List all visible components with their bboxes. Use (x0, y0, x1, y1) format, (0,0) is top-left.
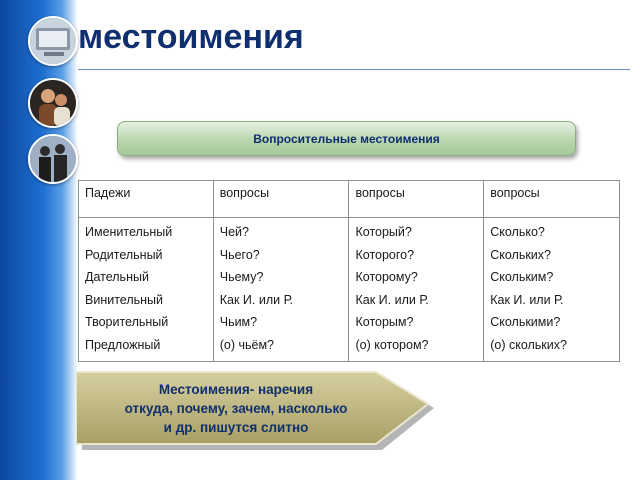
note-line-1: Местоимения- наречия (158, 382, 314, 397)
case-nominative: Именительный (85, 225, 173, 239)
list-item: Как И. или Р. (355, 292, 429, 307)
pronoun-case-table (78, 180, 620, 362)
table-row (79, 218, 620, 362)
list-item: Чей? (219, 225, 249, 239)
title-divider (78, 69, 630, 70)
list-item: Чьему? (219, 270, 264, 284)
list-item: Скольких? (490, 247, 551, 262)
subtitle-text: Вопросительные местоимения (253, 131, 440, 146)
list-item: (о) котором? (355, 337, 429, 352)
list-item: Скольким? (490, 270, 554, 284)
header-questions-2: вопросы (349, 181, 484, 218)
list-item: (о) скольких? (490, 337, 567, 352)
note-text (76, 380, 396, 437)
list-item: Которым? (355, 315, 414, 329)
cases-column (79, 218, 214, 362)
case-accusative: Винительный (85, 292, 164, 307)
left-decorative-stripe (0, 0, 78, 480)
list-item: Как И. или Р. (219, 292, 294, 307)
header-questions-3: вопросы (484, 181, 620, 218)
case-prepositional: Предложный (85, 337, 161, 352)
list-item: (о) чьём? (219, 337, 275, 352)
list-item: Сколько? (490, 225, 545, 239)
photo-people-icon (28, 78, 78, 128)
case-dative: Дательный (85, 270, 149, 284)
slide-title: местоимения (78, 18, 304, 56)
list-item: Чьего? (219, 247, 260, 262)
note-line-2: откуда, почему, зачем, насколько (124, 401, 348, 416)
header-questions-1: вопросы (213, 181, 349, 218)
subtitle-banner (117, 121, 576, 156)
list-item: Которого? (355, 247, 415, 262)
list-item: Чьим? (219, 315, 258, 329)
list-item: Который? (355, 225, 412, 239)
note-arrow-callout (76, 368, 446, 458)
case-genitive: Родительный (85, 247, 163, 262)
photo-business-icon (28, 134, 78, 184)
list-item: Которому? (355, 270, 418, 284)
photo-tech-icon (28, 16, 78, 66)
case-instrumental: Творительный (85, 315, 169, 329)
note-line-3: и др. пишутся слитно (163, 420, 309, 435)
questions-kotoryy-column (349, 218, 484, 362)
table-header-row (79, 181, 620, 218)
questions-skolko-column (484, 218, 620, 362)
questions-chey-column (213, 218, 349, 362)
header-cases: Падежи (79, 181, 214, 218)
list-item: Как И. или Р. (490, 292, 564, 307)
list-item: Сколькими? (490, 315, 561, 329)
